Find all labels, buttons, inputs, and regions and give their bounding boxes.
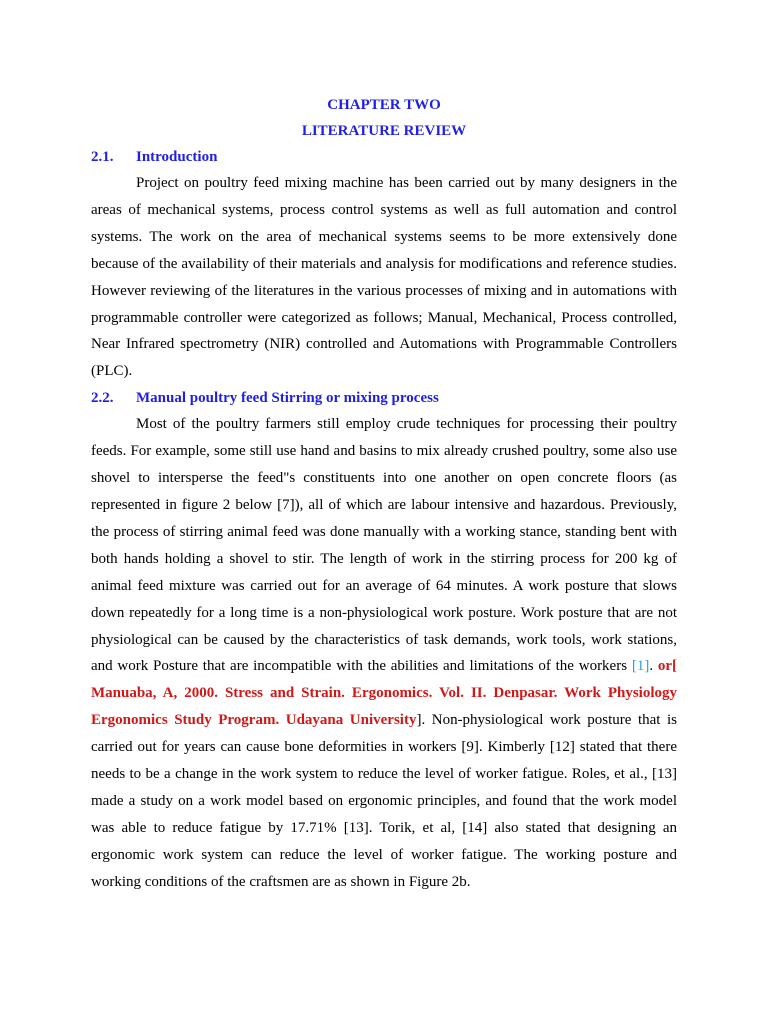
section-heading-introduction (91, 144, 677, 170)
introduction-paragraph: Project on poultry feed mixing machine has been carried out by many designers in the areas of mechanical systems, process control systems as well as full automation and control systems. The work on the area of mechanical systems seems to be more extensively done because of the availability of their materials and analysis for modifications and reference studies. However reviewing of the literatures in the various processes of mixing and in automations with programmable controller were categorized as follows; Manual, Mechanical, Process controlled, Near Infrared spectrometry (NIR) controlled and Automations with Programmable Controllers (PLC). (91, 175, 677, 380)
section-title: Manual poultry feed Stirring or mixing process (136, 390, 439, 407)
section-title: Introduction (136, 149, 218, 165)
citation-reference: or[ Manuaba, A, 2000. Stress and Strain. Ergonomics. Vol. II. Denpasar. Work Physiology Ergonomics Study Program. Udayana University (91, 658, 678, 729)
paragraph-text: ]. Non-physiological work posture that is carried out for years can cause bone deformities in workers [9]. Kimberly [12] stated that there needs to be a change in the work system to reduce the level of worker fatigue. Roles, et al., [13] made a study on a work model based on ergonomic principles, and found that the work model was able to reduce fatigue by 17.71% [13]. Torik, et al, [14] also stated that designing an ergonomic work system can reduce the level of worker fatigue. The working posture and working conditions of the craftsmen are as shown in Figure 2b. (91, 712, 677, 890)
manual-stirring-paragraph (91, 411, 677, 895)
section-heading-manual-stirring (91, 385, 677, 411)
chapter-title: CHAPTER TWO (327, 97, 441, 113)
citation-separator: . (649, 658, 658, 675)
chapter-subtitle: LITERATURE REVIEW (301, 123, 467, 139)
section-number: 2.1. (91, 149, 114, 165)
citation-link[interactable]: [1] (631, 658, 650, 675)
section-number: 2.2. (91, 390, 114, 407)
paragraph-text: Most of the poultry farmers still employ crude techniques for processing their poultry feeds. For example, some still use hand and basins to mix already crushed poultry, some also use shovel to intersperse the feed"s constituents into one another on open concrete floors (as represented in figure 2 below [7]), all of which are labour intensive and hazardous. Previously, the process of stirring animal feed was done manually with a working stance, standing bent with both hands holding a shovel to stir. The length of work in the stirring process for 200 kg of animal feed mixture was carried out for an average of 64 minutes. A work posture that slows down repeatedly for a long time is a non-physiological work posture. Work posture that are not physiological can be caused by the characteristics of task demands, work tools, work stations, and work Posture that are incompatible with the abilities and limitations of the workers (91, 416, 677, 675)
